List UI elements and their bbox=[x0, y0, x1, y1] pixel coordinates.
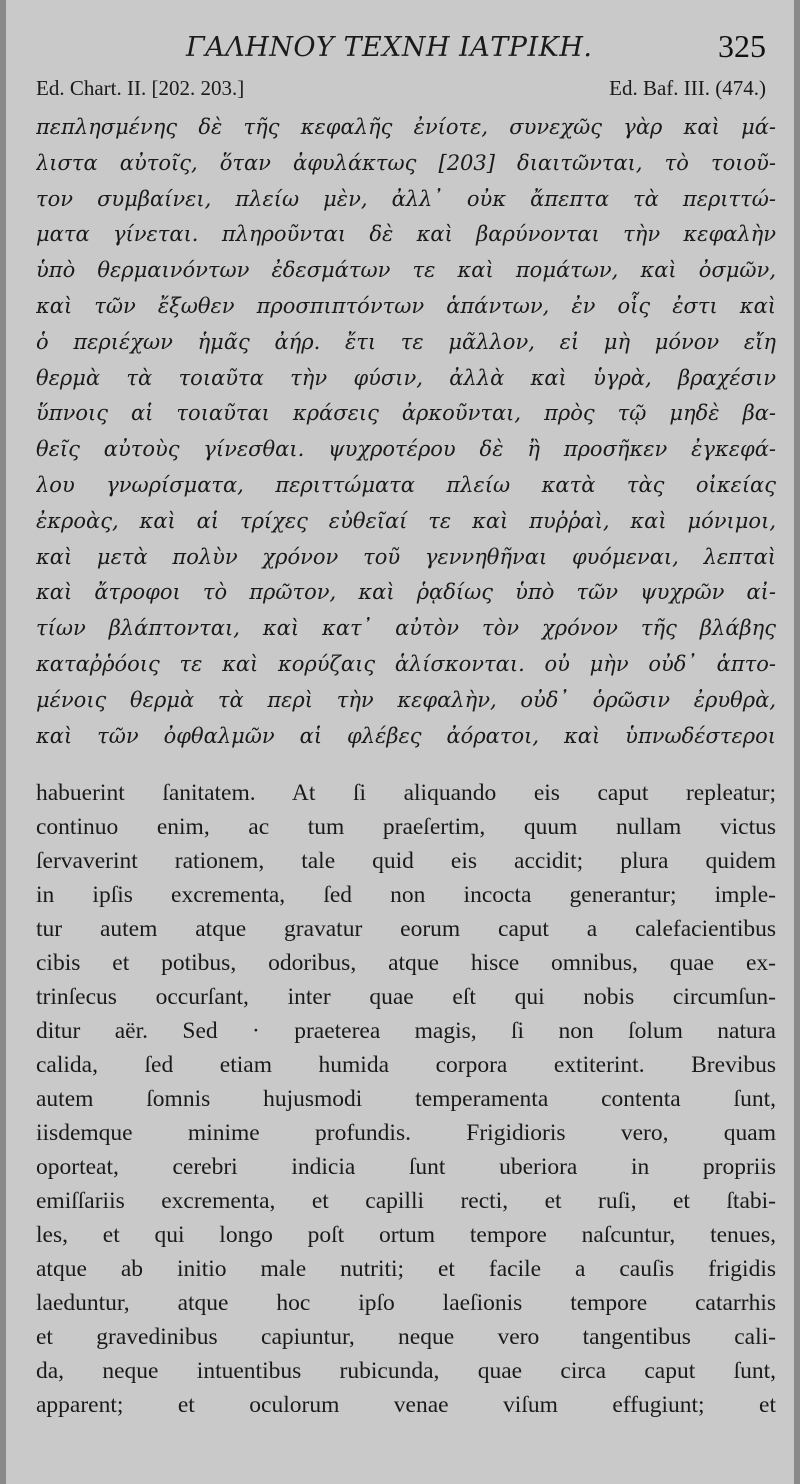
latin-text-line: les, et qui longo poſt ortum tempore naſcuntur, tenues, bbox=[36, 1222, 776, 1248]
greek-text-line: καὶ ἄτροφοι τὸ πρῶτον, καὶ ῥᾳδίως ὑπὸ τῶν ψυχρῶν αἰ- bbox=[36, 580, 776, 605]
edition-reference-line bbox=[36, 76, 766, 104]
latin-text-block bbox=[36, 776, 776, 1422]
latin-text-line: calida, ſed etiam humida corpora extiterint. Brevibus bbox=[36, 1052, 776, 1078]
latin-text-line: emiſſariis excrementa, et capilli recti, et ruſi, et ſtabi- bbox=[36, 1188, 776, 1214]
greek-text-line: καὶ μετὰ πολὺν χρόνον τοῦ γεννηθῆναι φυόμεναι, λεπταὶ bbox=[36, 544, 776, 569]
greek-text-line: λου γνωρίσματα, περιττώματα πλείω κατὰ τὰς οἰκείας bbox=[36, 472, 776, 497]
greek-text-line: ὑπὸ θερμαινόντων ἐδεσμάτων τε καὶ πομάτων, καὶ ὀσμῶν, bbox=[36, 258, 776, 283]
greek-text-line: καὶ τῶν ἔξωθεν προσπιπτόντων ἁπάντων, ἐν οἷς ἐστι καὶ bbox=[36, 293, 776, 318]
page-number: 325 bbox=[718, 28, 766, 64]
latin-text-line: et gravedinibus capiuntur, neque vero tangentibus cali- bbox=[36, 1324, 776, 1350]
book-page bbox=[6, 0, 794, 1484]
greek-text-line: ὕπνοις αἱ τοιαῦται κράσεις ἀρκοῦνται, πρὸς τῷ μηδὲ βα- bbox=[36, 401, 776, 426]
latin-text-line: continuo enim, ac tum praeſertim, quum nullam victus bbox=[36, 814, 776, 840]
latin-text-line: iisdemque minime profundis. Frigidioris vero, quam bbox=[36, 1120, 776, 1146]
latin-text-line: laeduntur, atque hoc ipſo laeſionis tempore catarrhis bbox=[36, 1290, 776, 1316]
greek-text-line: θεῖς αὐτοὺς γίνεσθαι. ψυχροτέρου δὲ ἢ προσῆκεν ἐγκεφά- bbox=[36, 437, 776, 462]
edition-reference-chartier: Ed. Chart. II. [202. 203.] bbox=[36, 76, 245, 100]
latin-text-line: ſervaverint rationem, tale quid eis accidit; plura quidem bbox=[36, 848, 776, 874]
latin-text-line: cibis et potibus, odoribus, atque hisce omnibus, quae ex- bbox=[36, 950, 776, 976]
latin-text-line: habuerint ſanitatem. At ſi aliquando eis caput repleatur; bbox=[36, 780, 776, 806]
greek-text-line: τον συμβαίνει, πλείω μὲν, ἀλλ᾽ οὐκ ἄπεπτα τὰ περιττώ- bbox=[36, 186, 776, 211]
latin-text-line: autem ſomnis hujusmodi temperamenta contenta ſunt, bbox=[36, 1086, 776, 1112]
edition-reference-basel: Ed. Baf. III. (474.) bbox=[609, 76, 766, 100]
latin-text-line: in ipſis excrementa, ſed non incocta generantur; imple- bbox=[36, 882, 776, 908]
greek-text-line: καὶ τῶν ὀφθαλμῶν αἱ φλέβες ἀόρατοι, καὶ ὑπνωδέστεροι bbox=[36, 723, 776, 748]
latin-text-line: trinſecus occurſant, inter quae eſt qui nobis circumſun- bbox=[36, 984, 776, 1010]
running-head bbox=[6, 30, 794, 70]
greek-text-line: πεπλησμένης δὲ τῆς κεφαλῆς ἐνίοτε, συνεχῶς γὰρ καὶ μά- bbox=[36, 115, 776, 139]
latin-text-line: oporteat, cerebri indicia ſunt uberiora in propriis bbox=[36, 1154, 776, 1180]
latin-text-line: atque ab initio male nutriti; et facile a cauſis frigidis bbox=[36, 1256, 776, 1282]
greek-text-line: ἐκροὰς, καὶ αἱ τρίχες εὐθεῖαί τε καὶ πυῤῥαὶ, καὶ μόνιμοι, bbox=[36, 508, 776, 533]
latin-text-line: ditur aër. Sed · praeterea magis, ſi non ſolum natura bbox=[36, 1018, 776, 1044]
greek-text-line: λιστα αὐτοῖς, ὅταν ἀφυλάκτως [203] διαιτῶνται, τὸ τοιοῦ- bbox=[36, 150, 776, 175]
greek-text-line: τίων βλάπτονται, καὶ κατ᾽ αὐτὸν τὸν χρόνον τῆς βλάβης bbox=[36, 616, 776, 641]
latin-text-line: apparent; et oculorum venae viſum effugiunt; et bbox=[36, 1392, 776, 1418]
latin-text-line: tur autem atque gravatur eorum caput a calefacientibus bbox=[36, 916, 776, 942]
running-title: ΓΑΛΗΝΟΥ ΤΕΧΝΗ ΙΑΤΡΙΚΗ. bbox=[186, 32, 593, 63]
greek-text-line: θερμὰ τὰ τοιαῦτα τὴν φύσιν, ἀλλὰ καὶ ὑγρὰ, βραχέσιν bbox=[36, 365, 776, 390]
greek-text-line: ὁ περιέχων ἡμᾶς ἀήρ. ἔτι τε μᾶλλον, εἰ μὴ μόνον εἴη bbox=[36, 329, 776, 354]
latin-text-line: da, neque intuentibus rubicunda, quae circa caput ſunt, bbox=[36, 1358, 776, 1384]
greek-text-block bbox=[36, 110, 776, 754]
greek-text-line: ματα γίνεται. πληροῦνται δὲ καὶ βαρύνονται τὴν κεφαλὴν bbox=[36, 222, 776, 247]
greek-text-line: καταῤῥόοις τε καὶ κορύζαις ἁλίσκονται. οὐ μὴν οὐδ᾽ ἁπτο- bbox=[36, 651, 776, 676]
greek-text-line: μένοις θερμὰ τὰ περὶ τὴν κεφαλὴν, οὐδ᾽ ὁρῶσιν ἐρυθρὰ, bbox=[36, 687, 776, 712]
